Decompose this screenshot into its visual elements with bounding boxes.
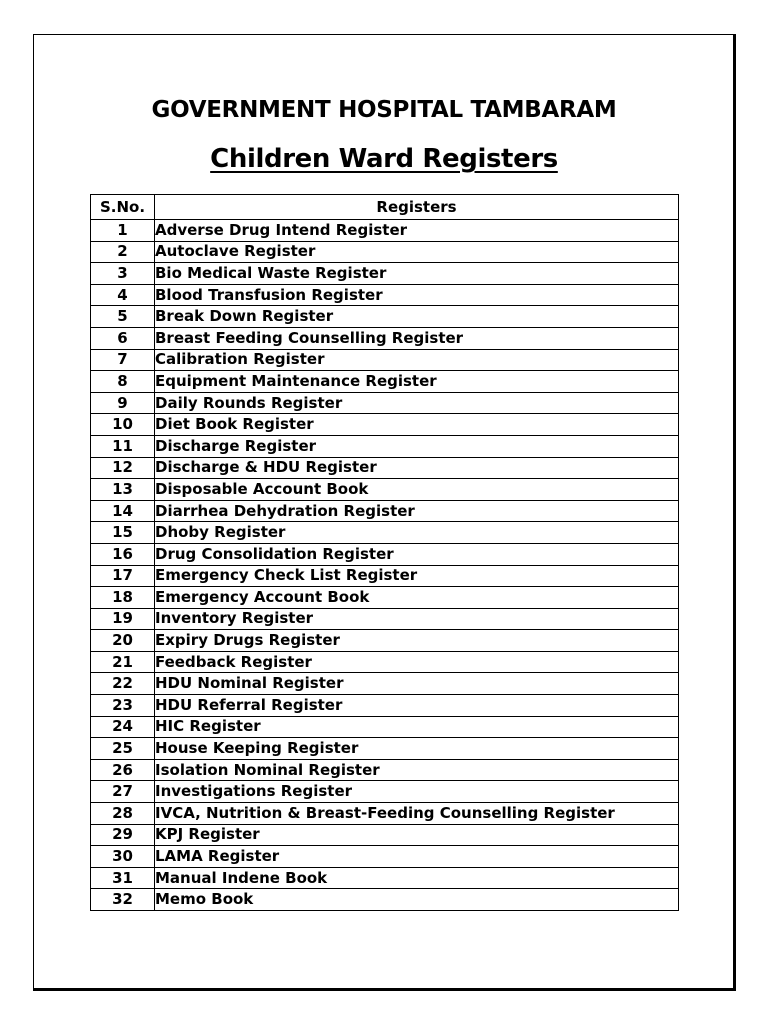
serial-number-cell: 9 bbox=[91, 392, 155, 414]
serial-number-cell: 27 bbox=[91, 781, 155, 803]
register-name-cell: Blood Transfusion Register bbox=[155, 284, 679, 306]
table-row bbox=[91, 435, 679, 457]
page-title bbox=[0, 140, 768, 178]
table-row bbox=[91, 371, 679, 393]
table-row bbox=[91, 284, 679, 306]
serial-number-cell: 19 bbox=[91, 608, 155, 630]
table-row bbox=[91, 241, 679, 263]
serial-number-cell: 18 bbox=[91, 587, 155, 609]
serial-number-cell: 1 bbox=[91, 220, 155, 242]
table-row bbox=[91, 306, 679, 328]
serial-number-cell: 7 bbox=[91, 349, 155, 371]
table-row bbox=[91, 479, 679, 501]
table-row bbox=[91, 738, 679, 760]
table-row bbox=[91, 392, 679, 414]
serial-number-cell: 32 bbox=[91, 889, 155, 911]
table-row bbox=[91, 759, 679, 781]
register-name-cell: Autoclave Register bbox=[155, 241, 679, 263]
page-title-text: Children Ward Registers bbox=[210, 144, 558, 174]
serial-number-cell: 12 bbox=[91, 457, 155, 479]
register-name-cell: Daily Rounds Register bbox=[155, 392, 679, 414]
column-header-registers: Registers bbox=[155, 195, 679, 220]
table-row bbox=[91, 565, 679, 587]
serial-number-cell: 16 bbox=[91, 543, 155, 565]
table-row bbox=[91, 824, 679, 846]
register-name-cell: Isolation Nominal Register bbox=[155, 759, 679, 781]
register-name-cell: Equipment Maintenance Register bbox=[155, 371, 679, 393]
register-name-cell: LAMA Register bbox=[155, 846, 679, 868]
hospital-name: GOVERNMENT HOSPITAL TAMBARAM bbox=[151, 97, 617, 123]
register-name-cell: Calibration Register bbox=[155, 349, 679, 371]
table-row bbox=[91, 500, 679, 522]
register-name-cell: Manual Indene Book bbox=[155, 867, 679, 889]
register-name-cell: Adverse Drug Intend Register bbox=[155, 220, 679, 242]
register-name-cell: KPJ Register bbox=[155, 824, 679, 846]
serial-number-cell: 3 bbox=[91, 263, 155, 285]
serial-number-cell: 5 bbox=[91, 306, 155, 328]
table-row bbox=[91, 414, 679, 436]
serial-number-cell: 20 bbox=[91, 630, 155, 652]
serial-number-cell: 21 bbox=[91, 651, 155, 673]
table-row bbox=[91, 457, 679, 479]
register-name-cell: Disposable Account Book bbox=[155, 479, 679, 501]
table-row bbox=[91, 608, 679, 630]
serial-number-cell: 24 bbox=[91, 716, 155, 738]
register-name-cell: Emergency Check List Register bbox=[155, 565, 679, 587]
table-row bbox=[91, 220, 679, 242]
serial-number-cell: 30 bbox=[91, 846, 155, 868]
register-name-cell: Emergency Account Book bbox=[155, 587, 679, 609]
table-row bbox=[91, 522, 679, 544]
table-header-row bbox=[91, 195, 679, 220]
serial-number-cell: 22 bbox=[91, 673, 155, 695]
serial-number-cell: 10 bbox=[91, 414, 155, 436]
table-row bbox=[91, 846, 679, 868]
table-row bbox=[91, 543, 679, 565]
register-name-cell: Discharge & HDU Register bbox=[155, 457, 679, 479]
serial-number-cell: 8 bbox=[91, 371, 155, 393]
serial-number-cell: 29 bbox=[91, 824, 155, 846]
register-name-cell: IVCA, Nutrition & Breast-Feeding Counselling Register bbox=[155, 803, 679, 825]
register-name-cell: Dhoby Register bbox=[155, 522, 679, 544]
register-name-cell: House Keeping Register bbox=[155, 738, 679, 760]
register-name-cell: HDU Referral Register bbox=[155, 695, 679, 717]
register-name-cell: Bio Medical Waste Register bbox=[155, 263, 679, 285]
register-name-cell: Diet Book Register bbox=[155, 414, 679, 436]
serial-number-cell: 14 bbox=[91, 500, 155, 522]
serial-number-cell: 6 bbox=[91, 327, 155, 349]
serial-number-cell: 25 bbox=[91, 738, 155, 760]
register-name-cell: Break Down Register bbox=[155, 306, 679, 328]
serial-number-cell: 17 bbox=[91, 565, 155, 587]
serial-number-cell: 4 bbox=[91, 284, 155, 306]
column-header-sno: S.No. bbox=[91, 195, 155, 220]
table-body bbox=[91, 220, 679, 911]
register-name-cell: Investigations Register bbox=[155, 781, 679, 803]
register-name-cell: HIC Register bbox=[155, 716, 679, 738]
serial-number-cell: 28 bbox=[91, 803, 155, 825]
serial-number-cell: 26 bbox=[91, 759, 155, 781]
registers-table bbox=[90, 194, 679, 911]
table-row bbox=[91, 716, 679, 738]
table-row bbox=[91, 695, 679, 717]
serial-number-cell: 31 bbox=[91, 867, 155, 889]
register-name-cell: Memo Book bbox=[155, 889, 679, 911]
table-row bbox=[91, 803, 679, 825]
table-row bbox=[91, 327, 679, 349]
table-row bbox=[91, 867, 679, 889]
register-name-cell: Breast Feeding Counselling Register bbox=[155, 327, 679, 349]
register-name-cell: Drug Consolidation Register bbox=[155, 543, 679, 565]
table-row bbox=[91, 630, 679, 652]
table-row bbox=[91, 889, 679, 911]
table-row bbox=[91, 263, 679, 285]
serial-number-cell: 23 bbox=[91, 695, 155, 717]
register-name-cell: HDU Nominal Register bbox=[155, 673, 679, 695]
table-row bbox=[91, 673, 679, 695]
register-name-cell: Expiry Drugs Register bbox=[155, 630, 679, 652]
table-row bbox=[91, 781, 679, 803]
serial-number-cell: 13 bbox=[91, 479, 155, 501]
serial-number-cell: 11 bbox=[91, 435, 155, 457]
register-name-cell: Feedback Register bbox=[155, 651, 679, 673]
table-row bbox=[91, 587, 679, 609]
register-name-cell: Diarrhea Dehydration Register bbox=[155, 500, 679, 522]
register-name-cell: Inventory Register bbox=[155, 608, 679, 630]
table-row bbox=[91, 651, 679, 673]
register-name-cell: Discharge Register bbox=[155, 435, 679, 457]
table-row bbox=[91, 349, 679, 371]
serial-number-cell: 2 bbox=[91, 241, 155, 263]
serial-number-cell: 15 bbox=[91, 522, 155, 544]
